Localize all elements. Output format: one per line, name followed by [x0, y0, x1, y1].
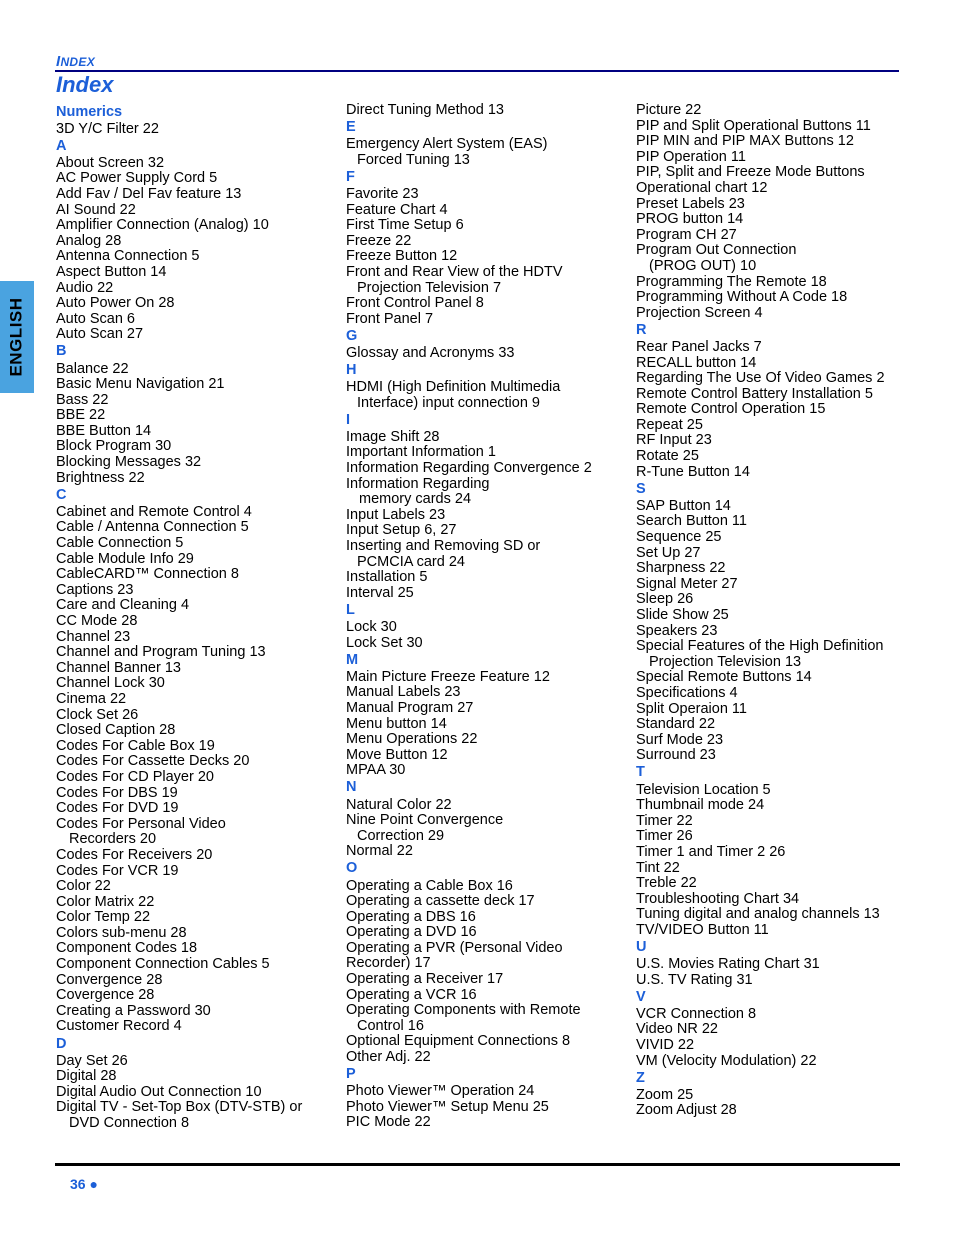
index-entry: Cinema 22 [56, 690, 127, 707]
index-entry: Feature Chart 4 [346, 201, 448, 218]
running-head-rest: NDEX [60, 55, 96, 69]
index-letter-heading: D [56, 1035, 67, 1052]
index-entry: Colors sub-menu 28 [56, 924, 187, 941]
index-entry: Search Button 11 [636, 513, 747, 530]
index-letter-heading: N [346, 779, 357, 796]
index-entry: Slide Show 25 [636, 607, 729, 623]
index-entry: PIP and Split Operational Buttons 11 [636, 117, 871, 134]
index-entry: Lock 30 [346, 619, 397, 635]
index-letter-heading: V [636, 988, 646, 1005]
index-letter-heading: P [346, 1066, 356, 1083]
index-entry: Covergence 28 [56, 987, 155, 1004]
index-entry: Component Connection Cables 5 [56, 956, 270, 973]
index-column-1 [56, 103, 341, 1132]
index-entry: PIP, Split and Freeze Mode Buttons [636, 164, 865, 181]
index-entry: Information Regarding Convergence 2 [346, 460, 592, 477]
index-entry: Channel 23 [56, 628, 131, 645]
index-letter-heading: F [346, 168, 355, 185]
index-entry: Installation 5 [346, 569, 428, 586]
index-entry: Operating a DBS 16 [346, 908, 476, 925]
index-entry: Other Adj. 22 [346, 1049, 431, 1066]
index-entry: Audio 22 [56, 279, 114, 296]
index-entry: Freeze Button 12 [346, 248, 458, 265]
index-entry: HDMI (High Definition Multimedia [346, 379, 561, 396]
index-entry: Operating a DVD 16 [346, 924, 477, 941]
index-letter-heading: R [636, 321, 647, 338]
index-entry: RECALL button 14 [636, 354, 757, 371]
index-entry: Correction 29 [357, 827, 445, 844]
index-entry: Direct Tuning Method 13 [346, 102, 504, 118]
index-letter-heading: O [346, 860, 358, 877]
index-entry: Recorders 20 [69, 831, 157, 848]
index-entry: AC Power Supply Cord 5 [56, 170, 218, 187]
index-entry: Glossay and Acronyms 33 [346, 344, 515, 361]
index-entry: 3D Y/C Filter 22 [56, 120, 159, 137]
index-letter-heading: G [346, 327, 358, 344]
index-letter-heading: S [636, 480, 646, 497]
language-side-tab-label: ENGLISH [7, 297, 26, 377]
index-entry: Codes For DVD 19 [56, 800, 179, 817]
index-entry: Blocking Messages 32 [56, 454, 202, 471]
index-entry: VCR Connection 8 [636, 1005, 757, 1022]
index-entry: Timer 22 [636, 812, 693, 829]
index-entry: Zoom 25 [636, 1086, 694, 1103]
index-entry: Projection Screen 4 [636, 304, 763, 321]
index-entry: CableCARD™ Connection 8 [56, 566, 239, 583]
index-entry: Sleep 26 [636, 591, 694, 608]
index-letter-heading: C [56, 486, 67, 503]
index-entry: Operational chart 12 [636, 179, 768, 196]
index-entry: Cable / Antenna Connection 5 [56, 519, 249, 536]
index-entry: Menu Operations 22 [346, 731, 478, 748]
index-column-2 [346, 103, 631, 1131]
index-entry: Split Operaion 11 [636, 700, 747, 717]
index-entry: Zoom Adjust 28 [636, 1102, 737, 1119]
index-entry: Optional Equipment Connections 8 [346, 1033, 571, 1050]
index-entry: Add Fav / Del Fav feature 13 [56, 185, 242, 202]
index-entry: BBE Button 14 [56, 422, 152, 439]
index-entry: Video NR 22 [636, 1021, 718, 1038]
index-entry: PIP Operation 11 [636, 148, 746, 165]
index-entry: Digital Audio Out Connection 10 [56, 1083, 262, 1100]
index-entry: Operating a PVR (Personal Video [346, 939, 563, 956]
index-entry: U.S. Movies Rating Chart 31 [636, 956, 820, 973]
index-entry: Rear Panel Jacks 7 [636, 338, 762, 355]
page-number: 36 ● [70, 1176, 98, 1192]
index-entry: First Time Setup 6 [346, 217, 464, 234]
index-entry: Picture 22 [636, 102, 702, 118]
index-entry: Front Panel 7 [346, 310, 434, 327]
index-entry: Move Button 12 [346, 746, 448, 763]
index-entry: Codes For Cassette Decks 20 [56, 753, 250, 770]
index-entry: Auto Scan 27 [56, 326, 144, 343]
index-letter-heading: H [346, 362, 357, 378]
index-letter-heading: Numerics [56, 103, 123, 120]
index-entry: Codes For Receivers 20 [56, 846, 213, 863]
index-entry: Treble 22 [636, 875, 697, 892]
index-entry: MPAA 30 [346, 762, 406, 779]
index-entry: Photo Viewer™ Setup Menu 25 [346, 1098, 549, 1115]
language-side-tab [0, 281, 34, 393]
index-entry: Analog 28 [56, 232, 122, 249]
index-entry: R-Tune Button 14 [636, 463, 750, 480]
index-entry: Sequence 25 [636, 529, 722, 546]
index-entry: Specifications 4 [636, 684, 738, 701]
index-entry: Codes For Cable Box 19 [56, 737, 215, 754]
index-entry: Program Out Connection [636, 242, 797, 259]
index-letter-heading: B [56, 343, 67, 360]
index-entry: Timer 26 [636, 828, 693, 845]
index-letter-heading: Z [636, 1069, 645, 1086]
index-entry: PIP MIN and PIP MAX Buttons 12 [636, 133, 854, 150]
index-letter-heading: A [56, 137, 67, 154]
index-entry: memory cards 24 [359, 491, 472, 508]
index-entry: Timer 1 and Timer 2 26 [636, 843, 786, 860]
index-entry: Operating a VCR 16 [346, 986, 477, 1003]
index-letter-heading: T [636, 764, 645, 781]
index-entry: Signal Meter 27 [636, 575, 738, 592]
index-entry: Repeat 25 [636, 416, 703, 433]
index-entry: Information Regarding [346, 475, 490, 492]
index-entry: Set Up 27 [636, 544, 701, 561]
index-entry: About Screen 32 [56, 154, 165, 171]
index-letter-heading: L [346, 601, 355, 618]
index-entry: RF Input 23 [636, 432, 712, 449]
index-entry: Aspect Button 14 [56, 263, 167, 280]
index-entry: Operating a Receiver 17 [346, 971, 504, 988]
index-entry: Projection Television 7 [357, 279, 502, 296]
index-entry: AI Sound 22 [56, 201, 136, 218]
index-entry: TV/VIDEO Button 11 [636, 921, 769, 938]
index-entry: Balance 22 [56, 360, 129, 377]
index-entry: Menu button 14 [346, 715, 447, 732]
index-entry: U.S. TV Rating 31 [636, 971, 753, 988]
index-entry: Television Location 5 [636, 781, 771, 798]
index-entry: Lock Set 30 [346, 634, 423, 651]
index-entry: SAP Button 14 [636, 497, 731, 514]
index-entry: Clock Set 26 [56, 706, 139, 723]
index-entry: CC Mode 28 [56, 613, 138, 629]
index-entry: Standard 22 [636, 716, 716, 733]
index-entry: Channel and Program Tuning 13 [56, 644, 266, 661]
index-entry: Customer Record 4 [56, 1018, 182, 1035]
top-rule [55, 70, 899, 72]
index-letter-heading: U [636, 938, 647, 955]
index-entry: Remote Control Battery Installation 5 [636, 385, 873, 402]
index-entry: BBE 22 [56, 407, 106, 424]
index-column-3 [636, 103, 906, 1119]
index-letter-heading: E [346, 119, 356, 136]
index-entry: Digital 28 [56, 1068, 117, 1085]
index-entry: Natural Color 22 [346, 796, 452, 813]
index-entry: Important Information 1 [346, 444, 496, 461]
index-entry: Codes For CD Player 20 [56, 768, 214, 785]
index-entry: Creating a Password 30 [56, 1002, 211, 1019]
running-head [56, 53, 95, 70]
index-entry: Brightness 22 [56, 469, 145, 486]
index-entry: Captions 23 [56, 581, 134, 598]
index-entry: Manual Labels 23 [346, 684, 461, 701]
index-entry: Special Remote Buttons 14 [636, 669, 812, 686]
index-entry: Input Setup 6, 27 [346, 522, 457, 539]
index-entry: Tint 22 [636, 859, 680, 876]
index-entry: DVD Connection 8 [69, 1115, 190, 1131]
index-entry: Thumbnail mode 24 [636, 797, 765, 814]
index-entry: Preset Labels 23 [636, 195, 745, 212]
index-entry: Amplifier Connection (Analog) 10 [56, 217, 269, 234]
running-head-initial: I [56, 53, 61, 70]
index-entry: PIC Mode 22 [346, 1114, 431, 1131]
index-entry: PROG button 14 [636, 211, 744, 228]
index-entry: Troubleshooting Chart 34 [636, 890, 800, 907]
index-letter-heading: M [346, 651, 359, 668]
index-entry: Front and Rear View of the HDTV [346, 263, 563, 280]
index-entry: Cabinet and Remote Control 4 [56, 503, 252, 520]
index-entry: PCMCIA card 24 [357, 553, 465, 570]
index-entry: Surround 23 [636, 747, 716, 764]
index-entry: Rotate 25 [636, 448, 699, 465]
bottom-rule [55, 1163, 900, 1166]
index-entry: Program CH 27 [636, 226, 737, 243]
index-entry: Care and Cleaning 4 [56, 597, 190, 614]
index-entry: Convergence 28 [56, 971, 163, 988]
index-entry: Inserting and Removing SD or [346, 538, 541, 555]
index-entry: Operating a cassette deck 17 [346, 893, 535, 910]
index-entry: Image Shift 28 [346, 428, 440, 445]
index-entry: Normal 22 [346, 843, 413, 860]
index-entry: Favorite 23 [346, 185, 419, 202]
index-entry: Programming The Remote 18 [636, 273, 827, 290]
index-entry: Channel Lock 30 [56, 675, 165, 692]
index-entry: Interval 25 [346, 584, 414, 601]
index-letter-heading: I [346, 411, 351, 428]
index-entry: Bass 22 [56, 391, 109, 408]
index-entry: Control 16 [357, 1017, 424, 1034]
index-entry: Manual Program 27 [346, 699, 474, 716]
index-entry: Surf Mode 23 [636, 731, 724, 748]
index-entry: Programming Without A Code 18 [636, 289, 848, 306]
index-entry: Component Codes 18 [56, 940, 198, 957]
index-entry: Emergency Alert System (EAS) [346, 136, 548, 153]
index-entry: Cable Connection 5 [56, 535, 184, 552]
index-entry: Auto Scan 6 [56, 310, 135, 327]
index-entry: Codes For Personal Video [56, 815, 226, 832]
index-entry: Operating Components with Remote [346, 1002, 581, 1019]
index-entry: VIVID 22 [636, 1037, 695, 1054]
index-entry: Channel Banner 13 [56, 659, 181, 676]
index-entry: Sharpness 22 [636, 560, 726, 577]
index-entry: Cable Module Info 29 [56, 550, 194, 567]
index-entry: Color Temp 22 [56, 909, 151, 926]
index-entry: Freeze 22 [346, 232, 412, 249]
index-entry: Regarding The Use Of Video Games 2 [636, 370, 885, 387]
index-entry: Photo Viewer™ Operation 24 [346, 1083, 535, 1100]
index-entry: Tuning digital and analog channels 13 [636, 906, 880, 923]
index-entry: Block Program 30 [56, 438, 172, 455]
index-entry: (PROG OUT) 10 [649, 257, 757, 274]
index-entry: VM (Velocity Modulation) 22 [636, 1052, 817, 1069]
index-entry: Codes For DBS 19 [56, 784, 178, 801]
index-entry: Color Matrix 22 [56, 893, 155, 910]
index-entry: Forced Tuning 13 [357, 151, 470, 168]
index-entry: Basic Menu Navigation 21 [56, 376, 225, 393]
index-entry: Input Labels 23 [346, 506, 446, 523]
index-entry: Projection Television 13 [649, 653, 802, 670]
index-entry: Nine Point Convergence [346, 812, 504, 829]
index-entry: Special Features of the High Definition [636, 638, 884, 655]
index-entry: Color 22 [56, 878, 111, 895]
index-entry: Speakers 23 [636, 622, 718, 639]
index-entry: Main Picture Freeze Feature 12 [346, 668, 550, 685]
index-entry: Closed Caption 28 [56, 722, 176, 739]
page-title: Index [56, 72, 114, 97]
index-entry: Recorder) 17 [346, 955, 431, 972]
index-entry: Operating a Cable Box 16 [346, 877, 513, 894]
index-entry: Day Set 26 [56, 1052, 128, 1069]
index-entry: Auto Power On 28 [56, 295, 175, 312]
index-entry: Codes For VCR 19 [56, 862, 179, 879]
index-entry: Front Control Panel 8 [346, 295, 484, 312]
index-entry: Interface) input connection 9 [357, 394, 540, 411]
index-entry: Antenna Connection 5 [56, 248, 200, 265]
index-entry: Remote Control Operation 15 [636, 401, 826, 418]
index-entry: Digital TV - Set-Top Box (DTV-STB) or [56, 1099, 303, 1116]
